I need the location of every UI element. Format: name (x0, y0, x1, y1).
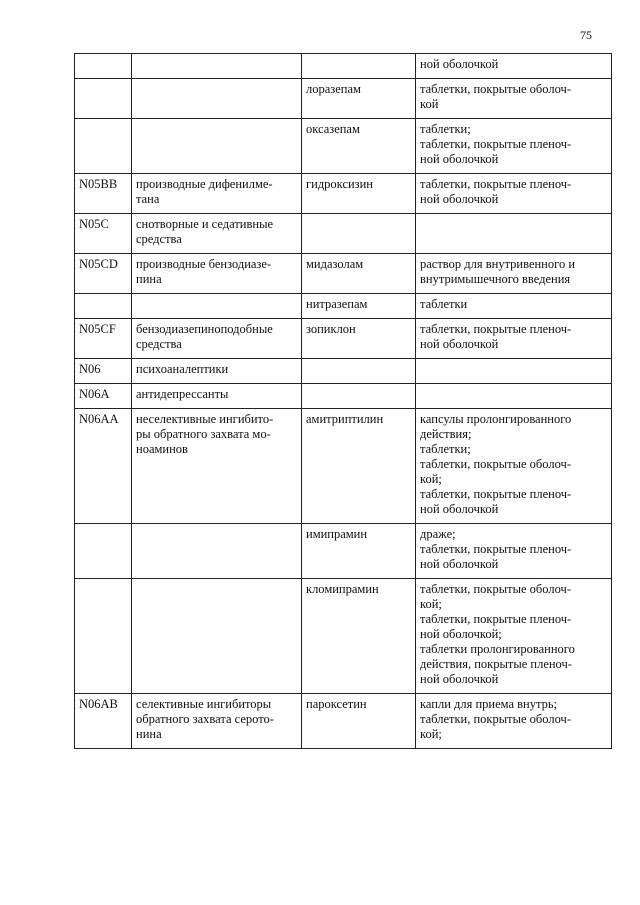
drug-name-cell: гидроксизин (302, 174, 416, 214)
anatomical-therapeutic-group-cell (132, 254, 302, 294)
dosage-form-cell (416, 694, 612, 749)
dosage-form-line: кой (420, 97, 439, 111)
dosage-form-line: таблетки, покрытые оболоч- (420, 582, 571, 596)
drug-name-cell (302, 359, 416, 384)
dosage-form-line: таблетки (420, 297, 468, 311)
table-row (75, 579, 612, 694)
dosage-form-line: ной оболочкой (420, 337, 499, 351)
group-text-line: обратного захвата серото- (136, 712, 274, 726)
group-text-line: неселективные ингибито- (136, 412, 274, 426)
anatomical-therapeutic-group-cell (132, 359, 302, 384)
dosage-form-line: раствор для внутривенного и (420, 257, 576, 271)
table-row (75, 214, 612, 254)
atc-code-cell (75, 119, 132, 174)
dosage-form-line: таблетки, покрытые пленоч- (420, 177, 572, 191)
atc-code-cell: N05CF (75, 319, 132, 359)
drug-name-cell: пароксетин (302, 694, 416, 749)
drug-name-cell: мидазолам (302, 254, 416, 294)
anatomical-therapeutic-group-cell (132, 79, 302, 119)
anatomical-therapeutic-group-cell (132, 524, 302, 579)
table-row (75, 524, 612, 579)
atc-code-cell: N05CD (75, 254, 132, 294)
anatomical-therapeutic-group-cell (132, 384, 302, 409)
drug-name-cell (302, 384, 416, 409)
atc-code-cell: N06AA (75, 409, 132, 524)
dosage-form-cell (416, 54, 612, 79)
dosage-form-line: ной оболочкой (420, 557, 499, 571)
table-row (75, 79, 612, 119)
dosage-form-line: ной оболочкой (420, 192, 499, 206)
dosage-form-line: внутримышечного введения (420, 272, 571, 286)
dosage-form-cell (416, 214, 612, 254)
group-text-line: тана (136, 192, 160, 206)
drug-name-cell: лоразепам (302, 79, 416, 119)
atc-code-cell (75, 294, 132, 319)
table-row (75, 174, 612, 214)
dosage-form-line: таблетки, покрытые пленоч- (420, 137, 572, 151)
dosage-form-line: ной оболочкой (420, 502, 499, 516)
group-text-line: психоаналептики (136, 362, 229, 376)
dosage-form-line: таблетки; (420, 122, 471, 136)
atc-code-cell (75, 54, 132, 79)
table-row (75, 319, 612, 359)
dosage-form-line: действия; (420, 427, 472, 441)
table-row (75, 294, 612, 319)
dosage-form-line: ной оболочкой; (420, 627, 502, 641)
atc-code-cell: N05BB (75, 174, 132, 214)
group-text-line: пина (136, 272, 162, 286)
page-number: 75 (580, 28, 592, 42)
dosage-form-cell (416, 79, 612, 119)
group-text-line: селективные ингибиторы (136, 697, 272, 711)
anatomical-therapeutic-group-cell (132, 214, 302, 254)
drug-name-cell (302, 54, 416, 79)
drug-name-cell: имипрамин (302, 524, 416, 579)
drug-name-cell: амитриптилин (302, 409, 416, 524)
atc-code-cell (75, 524, 132, 579)
dosage-form-line: ной оболочкой (420, 672, 499, 686)
dosage-form-line: таблетки, покрытые оболоч- (420, 712, 571, 726)
dosage-form-line: ной оболочкой (420, 57, 499, 71)
anatomical-therapeutic-group-cell (132, 119, 302, 174)
dosage-form-cell (416, 579, 612, 694)
group-text-line: средства (136, 232, 182, 246)
anatomical-therapeutic-group-cell (132, 294, 302, 319)
dosage-form-cell (416, 254, 612, 294)
dosage-form-line: кой; (420, 727, 442, 741)
table-row (75, 384, 612, 409)
group-text-line: ры обратного захвата мо- (136, 427, 271, 441)
dosage-form-line: таблетки, покрытые оболоч- (420, 82, 571, 96)
atc-code-cell (75, 79, 132, 119)
group-text-line: снотворные и седативные (136, 217, 274, 231)
dosage-form-line: капсулы пролонгированного (420, 412, 572, 426)
dosage-form-line: таблетки, покрытые пленоч- (420, 542, 572, 556)
anatomical-therapeutic-group-cell (132, 174, 302, 214)
anatomical-therapeutic-group-cell (132, 694, 302, 749)
table-row (75, 119, 612, 174)
drug-name-cell: зопиклон (302, 319, 416, 359)
dosage-form-line: ной оболочкой (420, 152, 499, 166)
drug-name-cell: оксазепам (302, 119, 416, 174)
group-text-line: производные бензодиазе- (136, 257, 272, 271)
dosage-form-line: действия, покрытые пленоч- (420, 657, 572, 671)
group-text-line: средства (136, 337, 182, 351)
group-text-line: ноаминов (136, 442, 188, 456)
group-text-line: нина (136, 727, 162, 741)
dosage-form-cell (416, 119, 612, 174)
table-row (75, 409, 612, 524)
dosage-form-cell (416, 294, 612, 319)
table-row (75, 54, 612, 79)
dosage-form-cell (416, 359, 612, 384)
dosage-form-line: таблетки; (420, 442, 471, 456)
dosage-form-cell (416, 409, 612, 524)
group-text-line: производные дифенилме- (136, 177, 273, 191)
anatomical-therapeutic-group-cell (132, 54, 302, 79)
atc-code-cell (75, 579, 132, 694)
drug-name-cell: нитразепам (302, 294, 416, 319)
atc-code-cell: N06 (75, 359, 132, 384)
group-text-line: бензодиазепиноподобные (136, 322, 273, 336)
dosage-form-line: капли для приема внутрь; (420, 697, 558, 711)
table-row (75, 694, 612, 749)
anatomical-therapeutic-group-cell (132, 409, 302, 524)
dosage-form-line: таблетки, покрытые пленоч- (420, 322, 572, 336)
dosage-form-cell (416, 524, 612, 579)
dosage-form-line: таблетки, покрытые пленоч- (420, 487, 572, 501)
anatomical-therapeutic-group-cell (132, 319, 302, 359)
dosage-form-line: кой; (420, 472, 442, 486)
dosage-form-cell (416, 384, 612, 409)
atc-code-cell: N06A (75, 384, 132, 409)
dosage-form-cell (416, 174, 612, 214)
dosage-form-line: таблетки, покрытые оболоч- (420, 457, 571, 471)
drug-classification-table (74, 53, 612, 749)
dosage-form-line: таблетки пролонгированного (420, 642, 575, 656)
group-text-line: антидепрессанты (136, 387, 229, 401)
atc-code-cell: N06AB (75, 694, 132, 749)
drug-name-cell (302, 214, 416, 254)
dosage-form-line: таблетки, покрытые пленоч- (420, 612, 572, 626)
table-row (75, 254, 612, 294)
anatomical-therapeutic-group-cell (132, 579, 302, 694)
dosage-form-line: драже; (420, 527, 456, 541)
dosage-form-cell (416, 319, 612, 359)
table-row (75, 359, 612, 384)
atc-code-cell: N05C (75, 214, 132, 254)
dosage-form-line: кой; (420, 597, 442, 611)
drug-name-cell: кломипрамин (302, 579, 416, 694)
